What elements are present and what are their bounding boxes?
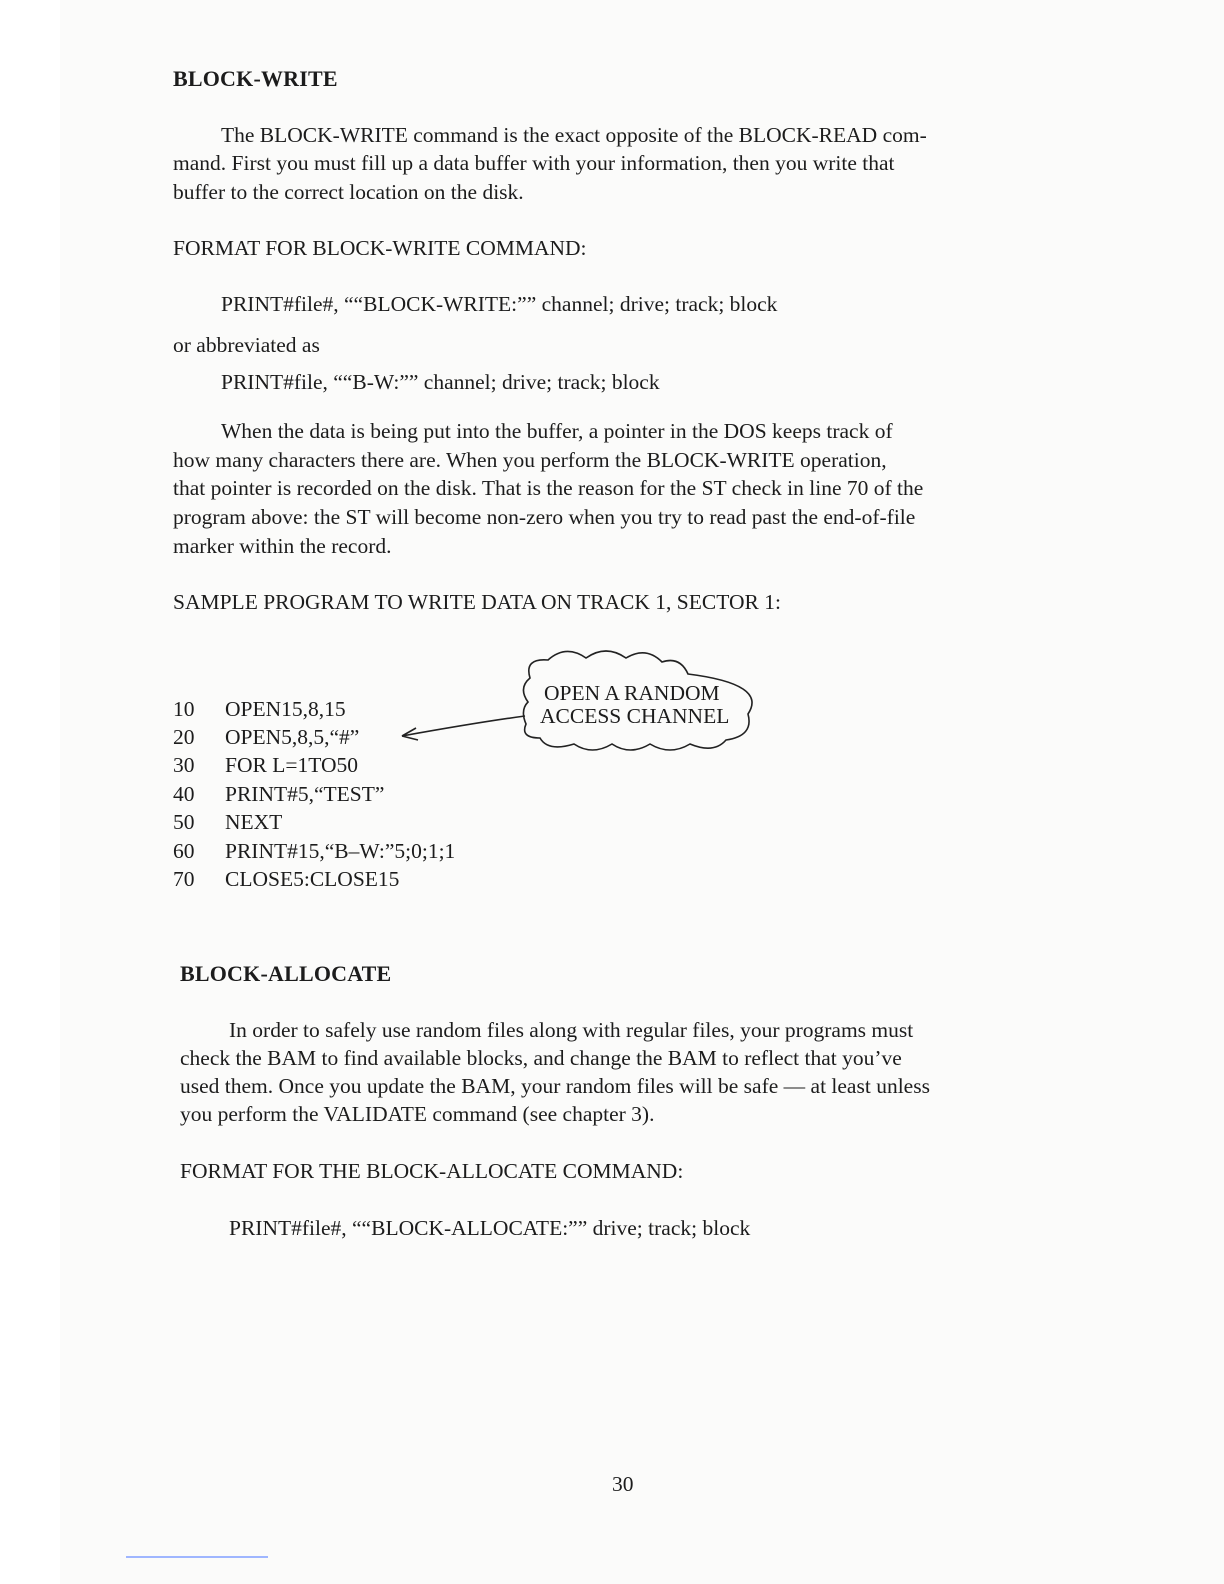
line-number: 10	[173, 697, 195, 721]
block-write-body-line-1: When the data is being put into the buffer, a pointer in the DOS keeps track of	[221, 419, 893, 443]
block-write-body-line-2: how many characters there are. When you perform the BLOCK-WRITE operation,	[173, 448, 887, 472]
program-line	[173, 810, 282, 835]
block-write-heading: BLOCK-WRITE	[173, 66, 338, 91]
line-code: OPEN5,8,5,“#”	[225, 725, 360, 749]
program-line	[173, 839, 455, 864]
line-number: 60	[173, 839, 195, 863]
block-write-format-full: PRINT#file#, ““BLOCK-WRITE:”” channel; drive; track; block	[221, 292, 778, 316]
line-number: 40	[173, 782, 195, 806]
callout-arrow-line	[402, 716, 525, 736]
block-write-format-heading: FORMAT FOR BLOCK-WRITE COMMAND:	[173, 236, 587, 260]
footer-rule	[126, 1556, 268, 1558]
callout-text-line-2: ACCESS CHANNEL	[540, 704, 730, 728]
block-write-body-line-3: that pointer is recorded on the disk. That is the reason for the ST check in line 70 of the	[173, 476, 924, 500]
block-allocate-intro-line-4: you perform the VALIDATE command (see chapter 3).	[180, 1102, 655, 1126]
program-line	[173, 753, 358, 778]
block-write-intro-line-1: The BLOCK-WRITE command is the exact opposite of the BLOCK-READ com-	[221, 123, 927, 147]
block-write-body-line-4: program above: the ST will become non-zero when you try to read past the end-of-file	[173, 505, 916, 529]
block-allocate-heading: BLOCK-ALLOCATE	[180, 961, 392, 986]
block-allocate-format-heading: FORMAT FOR THE BLOCK-ALLOCATE COMMAND:	[180, 1159, 684, 1183]
block-allocate-format-full: PRINT#file#, ““BLOCK-ALLOCATE:”” drive; track; block	[229, 1216, 751, 1240]
line-code: PRINT#15,“B–W:”5;0;1;1	[225, 839, 456, 863]
line-number: 70	[173, 867, 195, 891]
line-number: 50	[173, 810, 195, 834]
sample-program-heading: SAMPLE PROGRAM TO WRITE DATA ON TRACK 1, SECTOR 1:	[173, 590, 781, 614]
program-line	[173, 697, 346, 722]
block-write-intro-line-3: buffer to the correct location on the disk.	[173, 180, 524, 204]
line-number: 20	[173, 725, 195, 749]
block-write-intro-line-2: mand. First you must fill up a data buffer with your information, then you write that	[173, 151, 895, 175]
line-code: OPEN15,8,15	[225, 697, 346, 721]
page-number: 30	[612, 1472, 634, 1496]
line-code: PRINT#5,“TEST”	[225, 782, 385, 806]
block-allocate-intro-line-3: used them. Once you update the BAM, your random files will be safe — at least unless	[180, 1074, 930, 1098]
line-number: 30	[173, 753, 195, 777]
block-write-body-line-5: marker within the record.	[173, 534, 392, 558]
block-write-abbrev-label: or abbreviated as	[173, 333, 320, 357]
program-line	[173, 725, 359, 750]
program-line	[173, 782, 384, 807]
line-code: CLOSE5:CLOSE15	[225, 867, 400, 891]
program-line	[173, 867, 399, 892]
callout-text-line-1: OPEN A RANDOM	[544, 681, 720, 705]
line-code: FOR L=1TO50	[225, 753, 358, 777]
block-write-format-abbrev: PRINT#file, ““B-W:”” channel; drive; track; block	[221, 370, 660, 394]
block-allocate-intro-line-1: In order to safely use random files along with regular files, your programs must	[229, 1018, 914, 1042]
line-code: NEXT	[225, 810, 283, 834]
block-allocate-intro-line-2: check the BAM to find available blocks, and change the BAM to reflect that you’ve	[180, 1046, 902, 1070]
